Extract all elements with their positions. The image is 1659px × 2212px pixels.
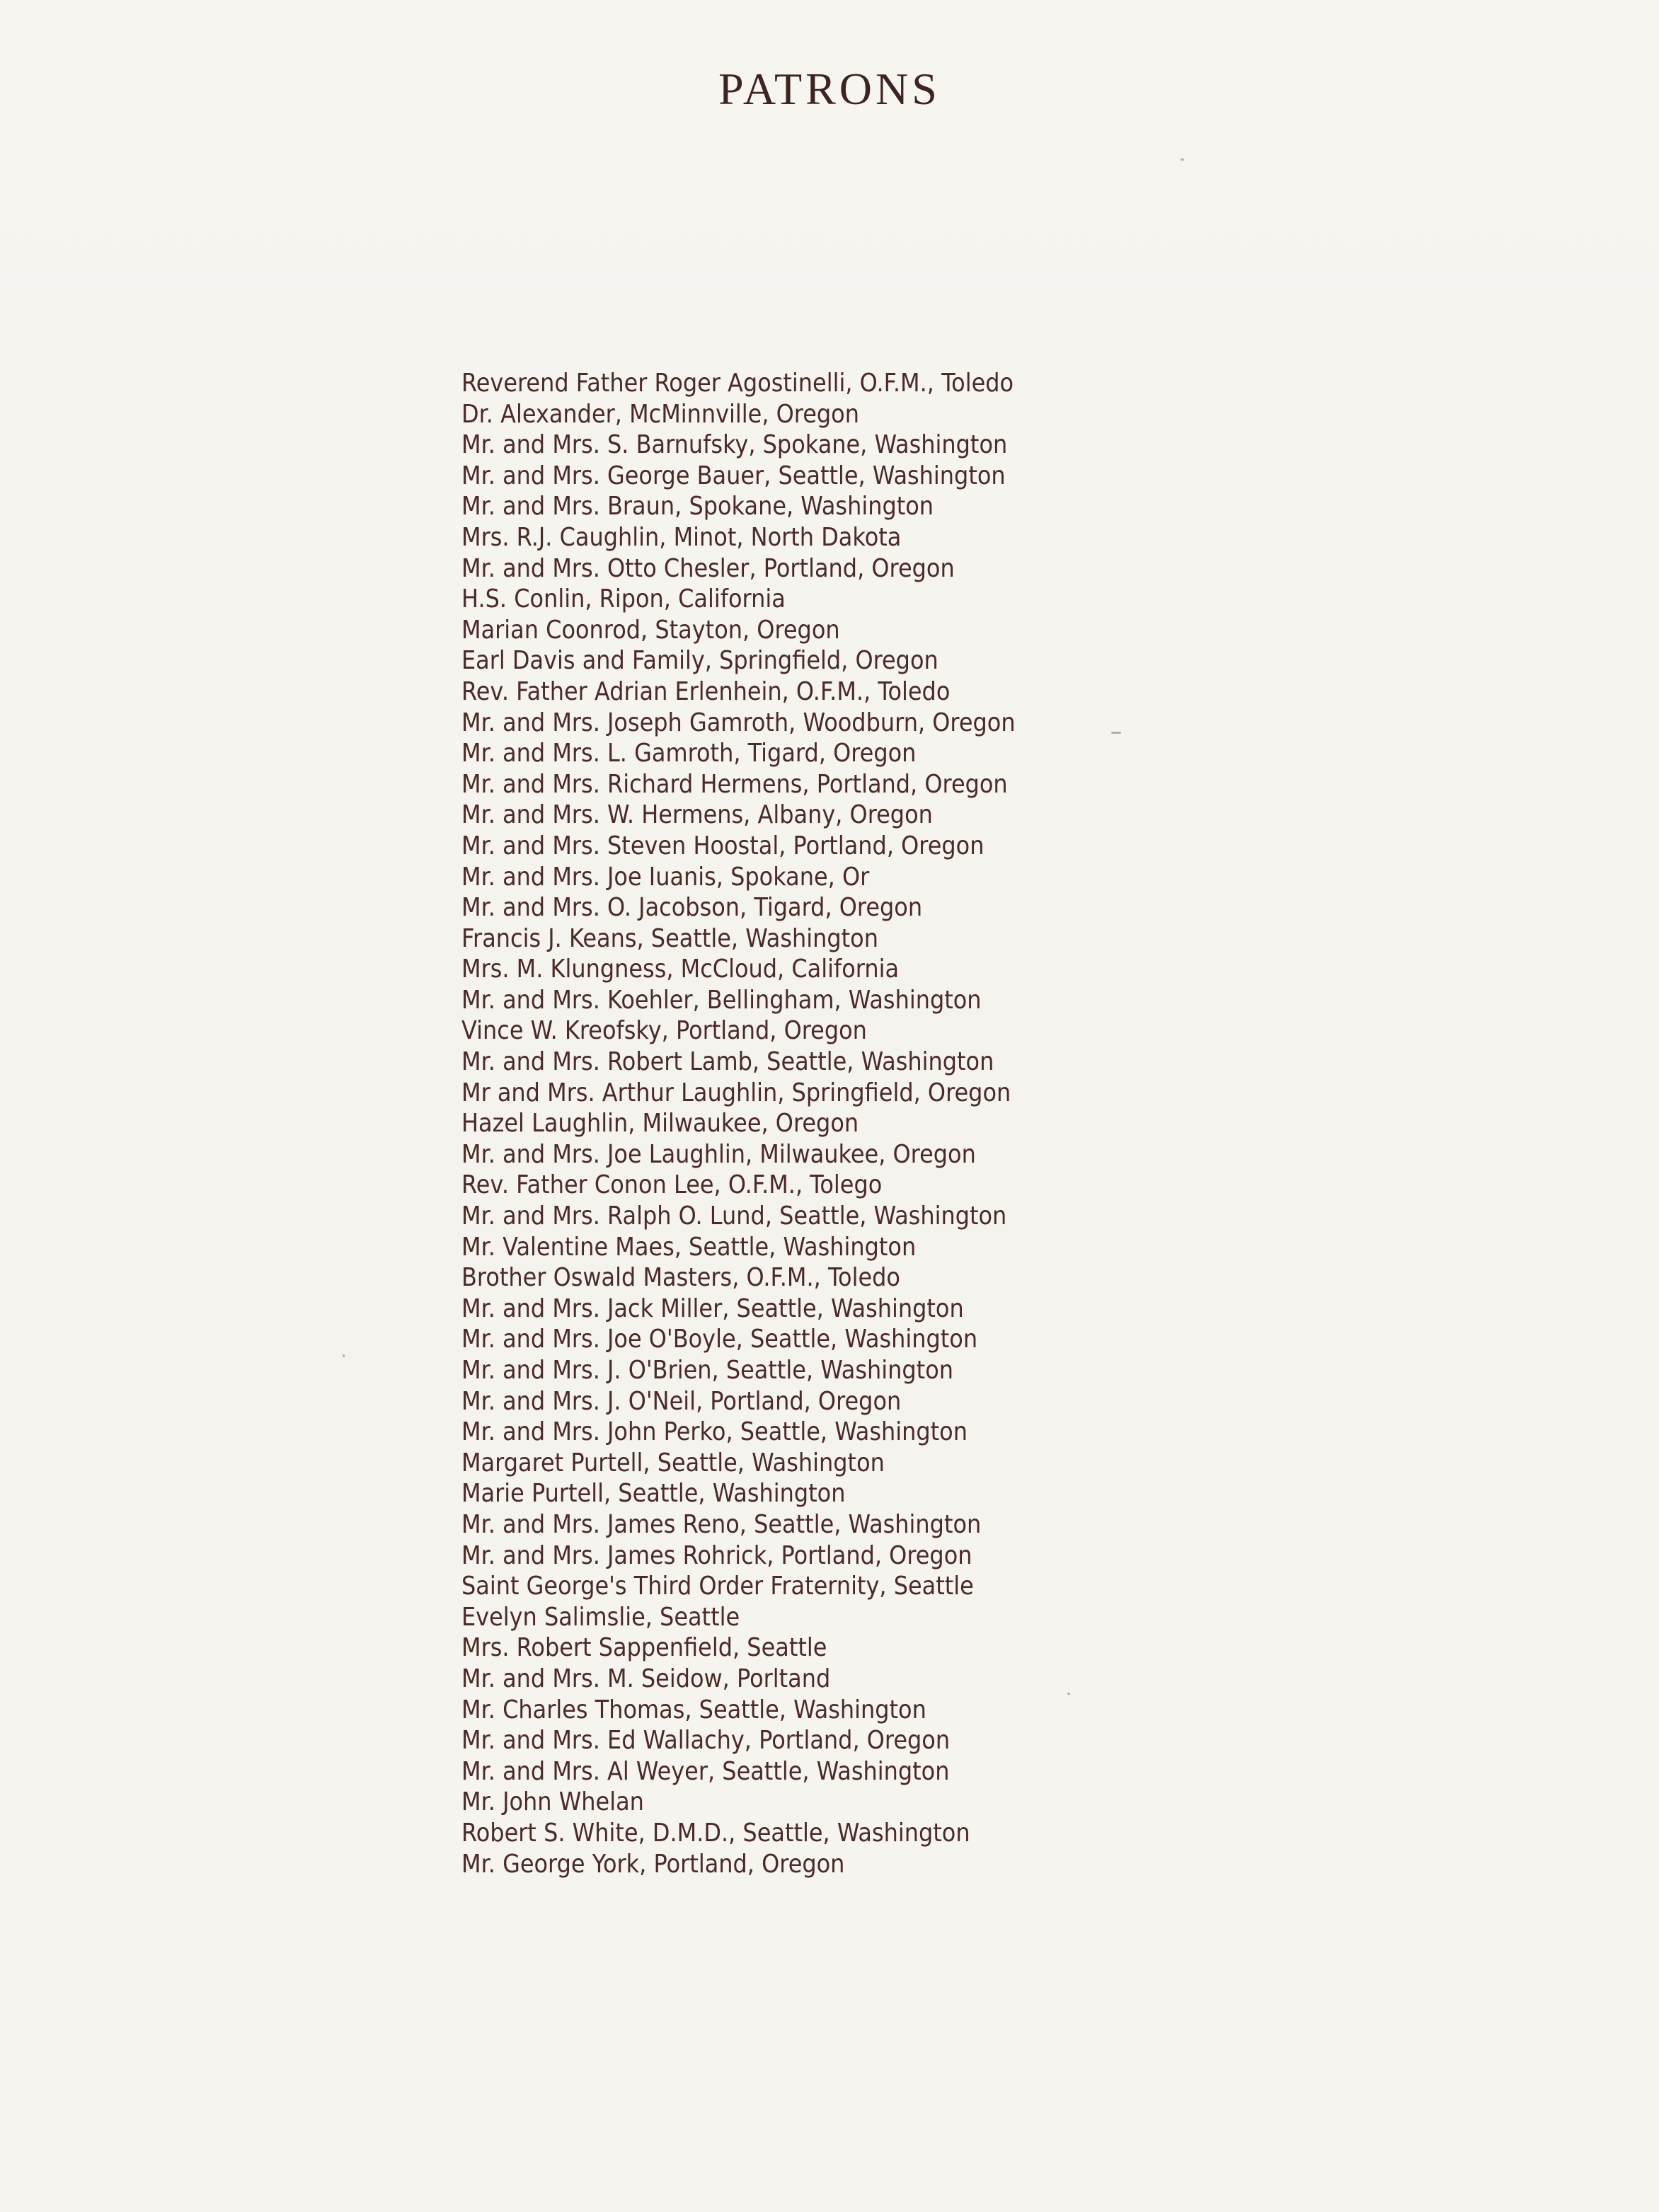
patron-entry: Mr. and Mrs. Ed Wallachy, Portland, Oregon — [461, 1726, 951, 1756]
patron-entry: Brother Oswald Masters, O.F.M., Toledo — [461, 1263, 900, 1293]
patron-entry: Mr. and Mrs. S. Barnufsky, Spokane, Washington — [461, 430, 1008, 460]
patron-entry: Mr. Charles Thomas, Seattle, Washington — [461, 1695, 926, 1724]
paper-speck — [1067, 1693, 1070, 1695]
patron-entry: Mr. and Mrs. John Perko, Seattle, Washington — [461, 1417, 968, 1447]
patron-entry: Evelyn Salimslie, Seattle — [461, 1602, 740, 1632]
patron-entry: Mr. George York, Portland, Oregon — [461, 1849, 845, 1879]
paper-speck — [343, 1354, 345, 1357]
patron-entry: Marie Purtell, Seattle, Washington — [461, 1479, 846, 1509]
patron-entry: Mr. and Mrs. Richard Hermens, Portland, Oregon — [461, 769, 1008, 799]
patron-entry: Robert S. White, D.M.D., Seattle, Washington — [461, 1818, 970, 1848]
patron-entry: Mr. and Mrs. Joe Laughlin, Milwaukee, Oregon — [461, 1139, 976, 1169]
patron-entry: Mr. and Mrs. M. Seidow, Porltand — [461, 1664, 831, 1693]
patron-entry: Mr. and Mrs. Al Weyer, Seattle, Washington — [461, 1756, 950, 1786]
patron-entry: Mr. and Mrs. George Bauer, Seattle, Washington — [461, 461, 1006, 490]
patron-entry: Saint George's Third Order Fraternity, Seattle — [461, 1572, 974, 1601]
patron-entry: Dr. Alexander, McMinnville, Oregon — [461, 399, 859, 429]
patron-entry: Mr and Mrs. Arthur Laughlin, Springfield, Oregon — [461, 1078, 1011, 1107]
patron-entry: Mr. and Mrs. Koehler, Bellingham, Washington — [461, 985, 982, 1015]
paper-speck — [1181, 159, 1184, 161]
patron-entry: Vince W. Kreofsky, Portland, Oregon — [461, 1016, 867, 1046]
patron-entry: Mr. and Mrs. Joe O'Boyle, Seattle, Washington — [461, 1325, 978, 1354]
patron-entry: Mr. and Mrs. O. Jacobson, Tigard, Oregon — [461, 893, 923, 923]
page-title: PATRONS — [718, 64, 941, 114]
patron-entry: Mr. and Mrs. James Reno, Seattle, Washington — [461, 1509, 982, 1539]
patron-list — [461, 368, 1523, 1879]
patron-entry: Earl Davis and Family, Springfield, Oregon — [461, 646, 938, 676]
patron-entry: Mrs. Robert Sappenfield, Seattle — [461, 1633, 827, 1663]
patron-entry: Mr. and Mrs. James Rohrick, Portland, Oregon — [461, 1540, 972, 1570]
patron-entry: Rev. Father Conon Lee, O.F.M., Tolego — [461, 1170, 883, 1200]
patron-entry: Mr. and Mrs. Otto Chesler, Portland, Oregon — [461, 553, 955, 583]
patron-entry: Marian Coonrod, Stayton, Oregon — [461, 615, 840, 645]
patron-entry: Margaret Purtell, Seattle, Washington — [461, 1448, 885, 1477]
paper-speck — [1111, 732, 1121, 734]
patron-entry: Mrs. M. Klungness, McCloud, California — [461, 955, 900, 984]
patron-entry: Mr. John Whelan — [461, 1787, 644, 1817]
patron-entry: Mr. and Mrs. Steven Hoostal, Portland, Oregon — [461, 831, 985, 860]
patron-entry: Mr. and Mrs. J. O'Neil, Portland, Oregon — [461, 1386, 902, 1416]
patron-entry: Mr. and Mrs. L. Gamroth, Tigard, Oregon — [461, 739, 917, 768]
patron-entry: Mr. and Mrs. Ralph O. Lund, Seattle, Washington — [461, 1202, 1007, 1231]
patron-entry: Mr. and Mrs. Braun, Spokane, Washington — [461, 492, 934, 522]
patron-entry: Francis J. Keans, Seattle, Washington — [461, 923, 878, 953]
patron-entry: H.S. Conlin, Ripon, California — [461, 584, 786, 614]
patron-entry: Mr. and Mrs. Jack Miller, Seattle, Washington — [461, 1294, 964, 1323]
patron-entry: Reverend Father Roger Agostinelli, O.F.M., Toledo — [461, 369, 1014, 398]
patron-entry: Mr. Valentine Maes, Seattle, Washington — [461, 1232, 917, 1262]
patron-entry: Hazel Laughlin, Milwaukee, Oregon — [461, 1109, 859, 1139]
patron-entry: Mr. and Mrs. Robert Lamb, Seattle, Washington — [461, 1047, 994, 1077]
patron-entry: Rev. Father Adrian Erlenhein, O.F.M., Toledo — [461, 676, 951, 706]
patron-entry: Mr. and Mrs. Joe Iuanis, Spokane, Or — [461, 862, 870, 892]
patron-entry: Mr. and Mrs. Joseph Gamroth, Woodburn, Oregon — [461, 708, 1016, 737]
patron-entry: Mrs. R.J. Caughlin, Minot, North Dakota — [461, 522, 902, 552]
patron-entry: Mr. and Mrs. W. Hermens, Albany, Oregon — [461, 800, 933, 830]
patron-entry: Mr. and Mrs. J. O'Brien, Seattle, Washington — [461, 1356, 953, 1385]
